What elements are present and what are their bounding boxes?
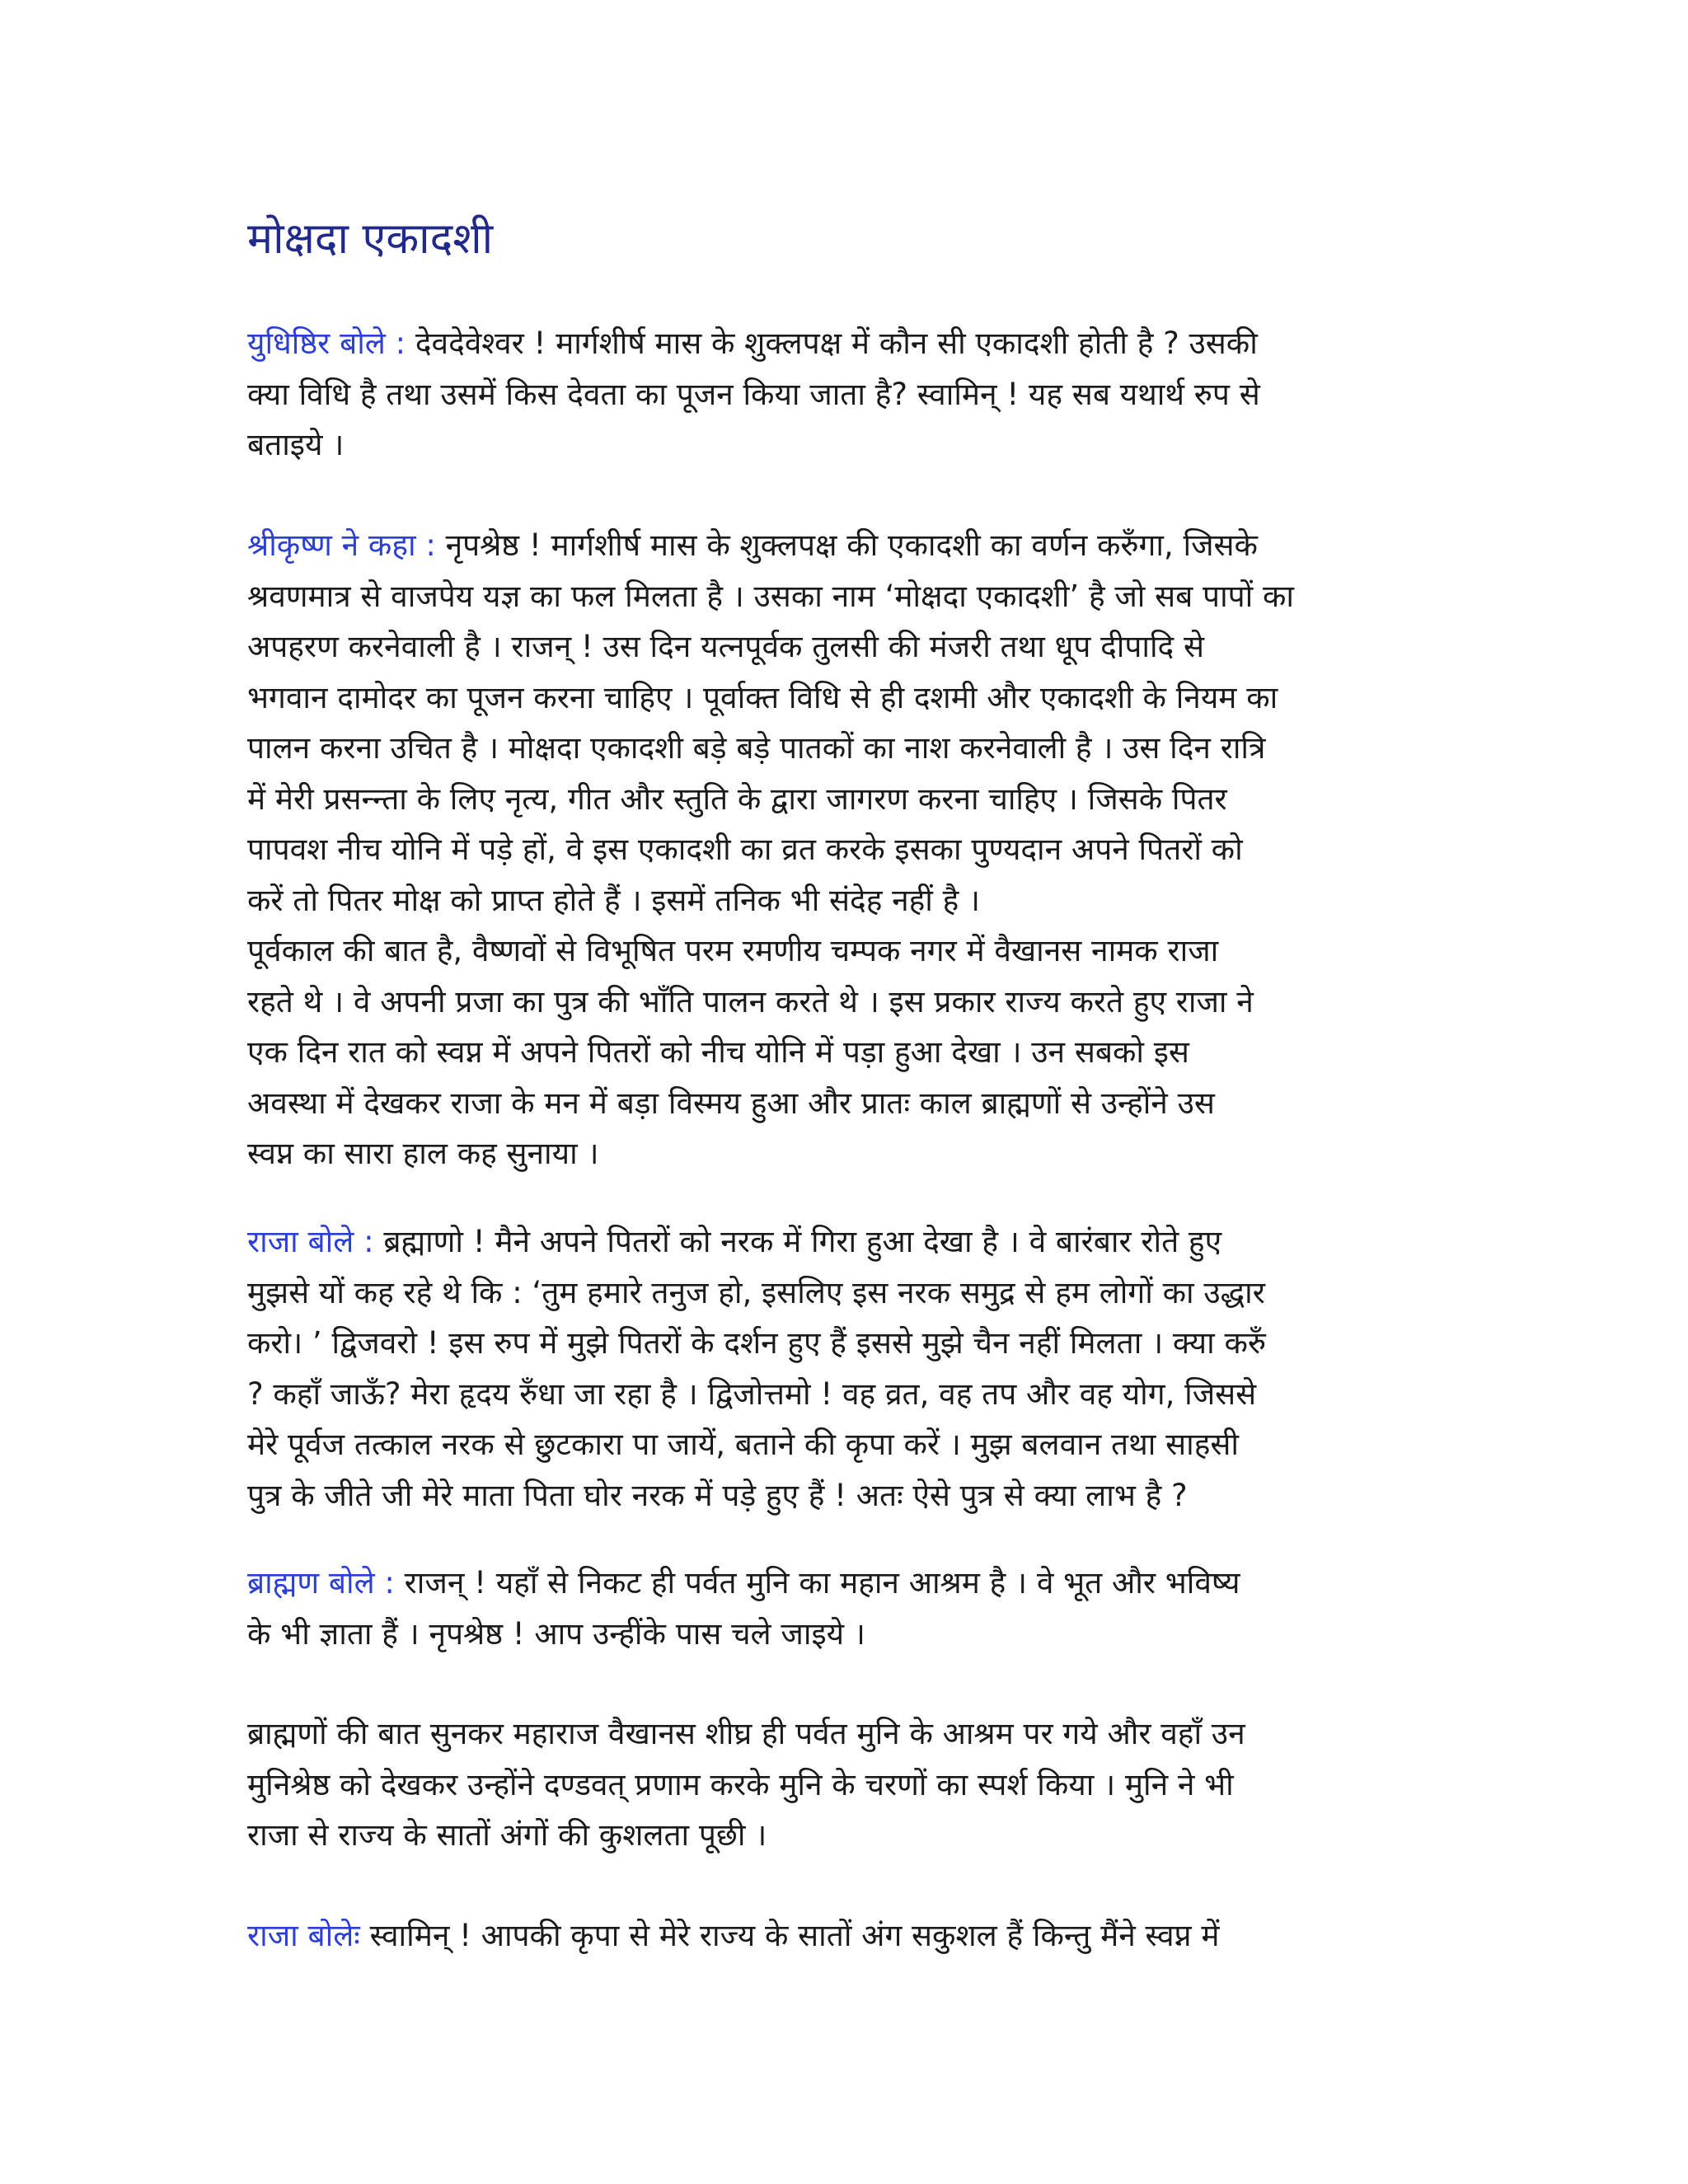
text-line: रहते थे । वे अपनी प्रजा का पुत्र की भाँति पालन करते थे । इस प्रकार राज्य करते हुए राजा ने <box>247 983 1254 1019</box>
text-line: पापवश नीच योनि में पड़े हों, वे इस एकादशी का व्रत करके इसका पुण्यदान अपने पितरों को <box>247 832 1243 867</box>
text-line: ब्राह्मणों की बात सुनकर महाराज वैखानस शीघ्र ही पर्वत मुनि के आश्रम पर गये और वहाँ उन <box>247 1716 1245 1751</box>
page-title: मोक्षदा एकादशी <box>247 214 494 264</box>
paragraph-yudhishthir <box>247 318 1447 471</box>
text-line: राजा से राज्य के सातों अंगों की कुशलता पूछी । <box>247 1817 767 1853</box>
text-line <box>247 1910 1447 1961</box>
line-text: नृपश्रेष्ठ ! मार्गशीर्ष मास के शुक्लपक्ष की एकादशी का वर्णन करुँगा, जिसके <box>445 527 1258 563</box>
text-line: ? कहाँ जाऊँ? मेरा हृदय रुँधा जा रहा है । द्विजोत्तमो ! वह व्रत, वह तप और वह योग, जिससे <box>247 1376 1257 1412</box>
text-line: श्रवणमात्र से वाजपेय यज्ञ का फल मिलता है । उसका नाम ‘मोक्षदा एकादशी’ है जो सब पापों का <box>247 578 1295 614</box>
line-text: देवदेवेश्वर ! मार्गशीर्ष मास के शुक्लपक्ष में कौन सी एकादशी होती है ? उसकी <box>415 326 1258 361</box>
speaker-label: राजा बोलेः <box>247 1918 360 1953</box>
line-text: राजन् ! यहाँ से निकट ही पर्वत मुनि का महान आश्रम है । वे भूत और भविष्य <box>404 1565 1240 1601</box>
text-line: पालन करना उचित है । मोक्षदा एकादशी बड़े बड़े पातकों का नाश करनेवाली है । उस दिन रात्रि <box>247 730 1266 766</box>
text-line: में मेरी प्रसन्न्ता के लिए नृत्य, गीत और स्तुति के द्वारा जागरण करना चाहिए । जिसके पितर <box>247 780 1227 817</box>
speaker-label: ब्राह्मण बोले : <box>247 1565 395 1601</box>
speaker-label: श्रीकृष्ण ने कहा : <box>247 527 436 563</box>
paragraph-raja-2 <box>247 1910 1447 1961</box>
speaker-label: राजा बोले : <box>247 1224 374 1259</box>
paragraph-raja-1 <box>247 1216 1447 1521</box>
text-line <box>247 1558 1447 1609</box>
text-line: अवस्था में देखकर राजा के मन में बड़ा विस्मय हुआ और प्रातः काल ब्राह्मणों से उन्होंने उस <box>247 1085 1215 1121</box>
text-line: पुत्र के जीते जी मेरे माता पिता घोर नरक में पड़े हुए हैं ! अतः ऐसे पुत्र से क्या लाभ है ? <box>247 1477 1188 1513</box>
text-line: बताइये । <box>247 427 345 462</box>
text-line: के भी ज्ञाता हैं । नृपश्रेष्ठ ! आप उन्हींके पास चले जाइये । <box>247 1615 865 1652</box>
text-line: स्वप्न का सारा हाल कह सुनाया । <box>247 1136 599 1171</box>
paragraph-narration <box>247 1708 1447 1861</box>
text-line: मेरे पूर्वज तत्काल नरक से छुटकारा पा जायें, बताने की कृपा करें । मुझ बलवान तथा साहसी <box>247 1427 1239 1462</box>
speaker-label: युधिष्ठिर बोले : <box>247 326 406 361</box>
paragraph-brahman <box>247 1558 1447 1659</box>
text-line: भगवान दामोदर का पूजन करना चाहिए । पूर्वाक्त विधि से ही दशमी और एकादशी के नियम का <box>247 679 1278 715</box>
text-line <box>247 520 1447 571</box>
text-line: करो। ’ द्विजवरो ! इस रुप में मुझे पितरों के दर्शन हुए हैं इससे मुझे चैन नहीं मिलता । क्या करुँ <box>247 1325 1266 1361</box>
text-line: पूर्वकाल की बात है, वैष्णवों से विभूषित परम रमणीय चम्पक नगर में वैखानस नामक राजा <box>247 933 1219 968</box>
paragraph-shrikrishna <box>247 520 1447 1179</box>
text-line: क्या विधि है तथा उसमें किस देवता का पूजन किया जाता है? स्वामिन् ! यह सब यथार्थ रुप से <box>247 376 1260 412</box>
text-line: अपहरण करनेवाली है । राजन् ! उस दिन यत्नपूर्वक तुलसी की मंजरी तथा धूप दीपादि से <box>247 629 1204 664</box>
line-text: ब्रह्माणो ! मैने अपने पितरों को नरक में गिरा हुआ देखा है । वे बारंबार रोते हुए <box>383 1224 1222 1259</box>
text-line <box>247 1216 1447 1268</box>
text-line: करें तो पितर मोक्ष को प्राप्त होते हैं । इसमें तनिक भी संदेह नहीं है । <box>247 882 981 918</box>
text-line <box>247 318 1447 369</box>
line-text: स्वामिन् ! आपकी कृपा से मेरे राज्य के सातों अंग सकुशल हैं किन्तु मैंने स्वप्न में <box>369 1918 1220 1953</box>
text-line: मुनिश्रेष्ठ को देखकर उन्होंने दण्डवत् प्रणाम करके मुनि के चरणों का स्पर्श किया । मुनि ने भी <box>247 1766 1234 1802</box>
text-line: मुझसे यों कह रहे थे कि : ‘तुम हमारे तनुज हो, इसलिए इस नरक समुद्र से हम लोगों का उद्धार <box>247 1274 1265 1310</box>
text-line: एक दिन रात को स्वप्न में अपने पितरों को नीच योनि में पड़ा हुआ देखा । उन सबको इस <box>247 1034 1189 1070</box>
